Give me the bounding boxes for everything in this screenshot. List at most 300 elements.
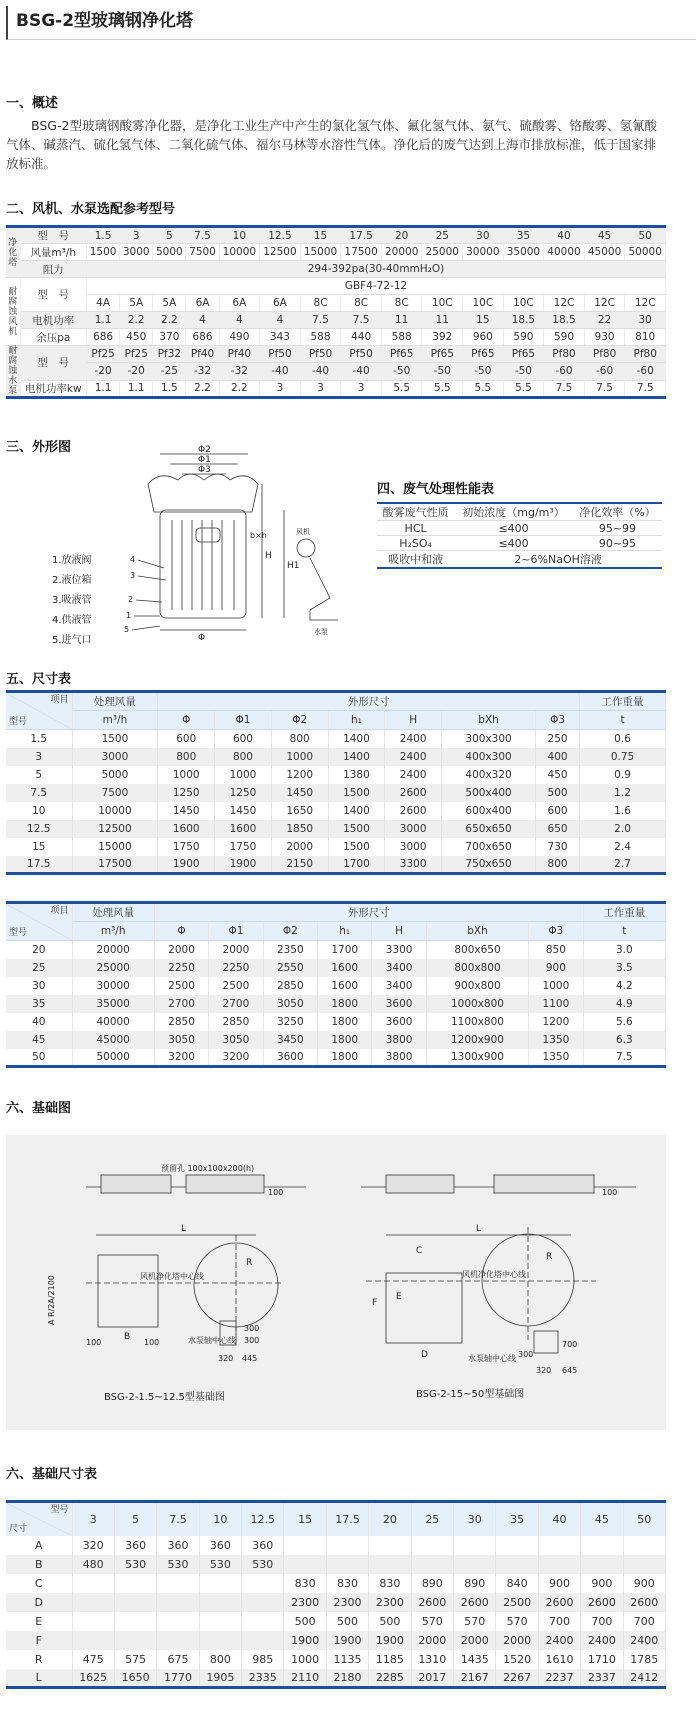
table-cell: 900	[538, 1574, 580, 1593]
table-cell: 30	[625, 312, 666, 329]
perf-cell: ≤400	[454, 521, 573, 536]
table-cell: 800x800	[426, 959, 528, 977]
table-cell: 4	[219, 312, 260, 329]
table-cell: 1500	[72, 730, 158, 748]
table-cell: 6A	[186, 295, 219, 312]
table-cell: -40	[341, 363, 382, 380]
table-row	[6, 1669, 666, 1688]
table-cell: 600	[158, 730, 215, 748]
table-cell: 7.5	[6, 784, 72, 802]
table-cell: 686	[87, 329, 120, 346]
header-cell: 50	[623, 1502, 665, 1536]
table-cell: 12500	[72, 820, 158, 838]
table-cell: 3600	[263, 1049, 317, 1067]
header-cell: 7.5	[157, 1502, 199, 1536]
table-cell: 1520	[496, 1650, 538, 1669]
corner-top: 项目	[50, 906, 69, 916]
table-cell: 1750	[158, 838, 215, 856]
table-cell: 2500	[209, 977, 263, 995]
foundation-size-heading: 六、基础尺寸表	[6, 1467, 98, 1482]
table-cell: 2300	[326, 1593, 368, 1612]
table-cell: Pf50	[260, 346, 301, 363]
header-cell: m³/h	[72, 922, 154, 941]
table-row	[6, 227, 666, 244]
table-row	[6, 711, 666, 730]
table-cell: 0.75	[580, 748, 666, 766]
table-cell: 1100	[529, 995, 583, 1013]
dim-a-left: A R/2A/2100	[47, 1275, 56, 1325]
table-cell: 6.3	[583, 1031, 665, 1049]
dim-300-right: 300	[518, 1350, 534, 1359]
table-cell: 2285	[369, 1669, 411, 1688]
table-cell: 1600	[318, 959, 372, 977]
table-cell: 1250	[215, 784, 272, 802]
table-cell: 2000	[209, 941, 263, 959]
table-cell	[199, 1612, 241, 1631]
table-cell: 8C	[381, 295, 422, 312]
table-cell: Pf50	[341, 346, 382, 363]
perf-cell: H₂SO₄	[377, 536, 454, 551]
table-cell: 800	[536, 856, 580, 874]
table-cell: 960	[463, 329, 504, 346]
table-cell: -32	[219, 363, 260, 380]
table-cell: 1250	[158, 784, 215, 802]
table-cell	[623, 1555, 665, 1574]
header-cell: 10	[199, 1502, 241, 1536]
selection-table	[6, 225, 666, 399]
table-row	[6, 278, 666, 295]
table-cell	[199, 1631, 241, 1650]
dim-320-left: 320	[218, 1354, 234, 1363]
table-cell	[242, 1574, 284, 1593]
table-cell: 1600	[158, 820, 215, 838]
dim-100c-left: 100	[268, 1188, 284, 1197]
table-cell: 6A	[260, 295, 301, 312]
table-row	[6, 692, 666, 711]
table-cell: 2110	[284, 1669, 326, 1688]
table-cell: 5.5	[463, 380, 504, 397]
table-cell: 1800	[318, 1049, 372, 1067]
table-row	[6, 748, 666, 766]
table-cell: 40	[544, 227, 585, 244]
table-cell	[581, 1536, 623, 1555]
table-cell: 17500	[72, 856, 158, 874]
table-cell	[157, 1612, 199, 1631]
table-cell: 1350	[529, 1049, 583, 1067]
table-row	[6, 1013, 666, 1031]
table-cell: 500	[326, 1612, 368, 1631]
row-label: 型 号	[20, 346, 87, 381]
table-cell	[72, 1574, 114, 1593]
table-cell: 1.5	[153, 380, 186, 397]
table-cell: 2400	[623, 1631, 665, 1650]
table-cell: 3000	[120, 244, 153, 261]
table-row	[6, 784, 666, 802]
table-cell: 600	[215, 730, 272, 748]
table-cell: 10000	[219, 244, 260, 261]
table-cell	[284, 1555, 326, 1574]
table-cell: 2300	[284, 1593, 326, 1612]
table-cell: 1900	[158, 856, 215, 874]
table-cell: 15	[463, 312, 504, 329]
table-row	[6, 261, 666, 278]
table-row	[6, 1612, 666, 1631]
table-cell: 25000	[422, 244, 463, 261]
table-cell	[454, 1536, 496, 1555]
table-cell: 1800	[318, 995, 372, 1013]
table-cell: 10	[219, 227, 260, 244]
row-label: 型 号	[20, 278, 87, 312]
table-cell: 1500	[328, 838, 385, 856]
table-cell	[157, 1631, 199, 1650]
table-cell: 700	[581, 1612, 623, 1631]
table-cell: -40	[260, 363, 301, 380]
header-cell: Φ1	[215, 711, 272, 730]
table-cell: 2.2	[120, 312, 153, 329]
table-cell: 3800	[372, 1049, 426, 1067]
table-cell: 3050	[154, 1031, 208, 1049]
table-cell: 4.9	[583, 995, 665, 1013]
table-cell: 1800	[318, 1013, 372, 1031]
table-cell: 3300	[372, 941, 426, 959]
dim-100-left: 100	[86, 1338, 102, 1347]
table-cell: 1100x800	[426, 1013, 528, 1031]
table-cell: 300x300	[442, 730, 536, 748]
table-row	[6, 380, 666, 397]
perf-cell: 90~95	[573, 536, 662, 551]
row-label: 电机功率kw	[20, 380, 87, 397]
table-cell: 750x650	[442, 856, 536, 874]
callout-3: 3	[130, 571, 136, 580]
table-cell: 2300	[369, 1593, 411, 1612]
table-cell: 2550	[263, 959, 317, 977]
table-cell: 343	[260, 329, 301, 346]
table-cell: 360	[157, 1536, 199, 1555]
table-cell: 50	[6, 1049, 72, 1067]
row-label: R	[6, 1650, 72, 1669]
size-table-1	[6, 690, 666, 875]
row-label: C	[6, 1574, 72, 1593]
table-cell: 2000	[454, 1631, 496, 1650]
table-cell: 35000	[72, 995, 154, 1013]
table-cell: 2850	[263, 977, 317, 995]
table-cell: 2412	[623, 1669, 665, 1688]
table-cell: 392	[422, 329, 463, 346]
table-cell: 1135	[326, 1650, 368, 1669]
table-cell: 7.5	[544, 380, 585, 397]
table-cell: 530	[199, 1555, 241, 1574]
table-cell	[199, 1574, 241, 1593]
table-cell: 3000	[72, 748, 158, 766]
table-cell: 1.2	[580, 784, 666, 802]
foundation-drawing	[6, 1135, 666, 1430]
table-cell: 4.2	[583, 977, 665, 995]
table-cell: 900	[581, 1574, 623, 1593]
header-cell: 外形尺寸	[154, 903, 583, 922]
table-cell: 570	[411, 1612, 453, 1631]
table-cell: 5.6	[583, 1013, 665, 1031]
dim-645-right: 645	[562, 1366, 578, 1375]
header-cell: 30	[454, 1502, 496, 1536]
table-cell: 50000	[72, 1049, 154, 1067]
table-cell: 10000	[72, 802, 158, 820]
table-cell: 12.5	[260, 227, 301, 244]
perf-head: 酸雾废气性质	[377, 503, 454, 521]
performance-table	[377, 502, 662, 569]
table-cell: 30000	[72, 977, 154, 995]
table-cell: 12C	[625, 295, 666, 312]
row-label: 风量m³/h	[20, 244, 87, 261]
callout-5: 5	[124, 625, 130, 634]
pump-center-left: 水泵轴中心线	[188, 1336, 236, 1345]
table-row	[6, 959, 666, 977]
table-cell: 7.5	[625, 380, 666, 397]
table-cell: Pf65	[422, 346, 463, 363]
table-cell: 1000	[158, 766, 215, 784]
corner-bottom: 型号	[9, 717, 28, 727]
table-cell: 3	[341, 380, 382, 397]
header-cell: Φ2	[271, 711, 328, 730]
table-cell: 1610	[538, 1650, 580, 1669]
table-cell: 1000	[215, 766, 272, 784]
table-cell: 1000	[284, 1650, 326, 1669]
table-cell: 3050	[263, 995, 317, 1013]
table-cell: 1785	[623, 1650, 665, 1669]
table-cell: 5A	[120, 295, 153, 312]
span-value: GBF4-72-12	[87, 278, 666, 295]
pump-center-right: 水泵轴中心线	[468, 1354, 516, 1363]
table-cell: 2250	[154, 959, 208, 977]
table-cell	[72, 1631, 114, 1650]
table-cell: -50	[381, 363, 422, 380]
table-cell: 3	[260, 380, 301, 397]
dim-c-right: C	[416, 1246, 423, 1256]
table-cell: 3600	[372, 1013, 426, 1031]
table-row	[6, 730, 666, 748]
table-cell: 1900	[369, 1631, 411, 1650]
table-cell	[496, 1555, 538, 1574]
corner-cell	[6, 692, 72, 730]
table-cell: 2600	[385, 802, 442, 820]
caption-left: BSG-2-1.5~12.5型基础图	[104, 1392, 225, 1403]
table-row	[6, 1593, 666, 1612]
table-cell: Pf65	[503, 346, 544, 363]
table-cell: 5000	[153, 244, 186, 261]
dim-100-right: 100	[602, 1188, 618, 1197]
table-cell: 1750	[215, 838, 272, 856]
header-cell: 45	[581, 1502, 623, 1536]
table-cell: 2335	[242, 1669, 284, 1688]
dim-phi3: Φ3	[198, 465, 211, 475]
table-cell: 12.5	[6, 820, 72, 838]
table-cell: 370	[153, 329, 186, 346]
table-cell: 12C	[584, 295, 625, 312]
table-cell: 2850	[154, 1013, 208, 1031]
table-cell: 30000	[463, 244, 504, 261]
header-cell: m³/h	[72, 711, 158, 730]
table-cell	[242, 1612, 284, 1631]
table-cell: 3000	[385, 820, 442, 838]
table-cell: 10	[6, 802, 72, 820]
table-cell	[369, 1555, 411, 1574]
table-cell: 1700	[318, 941, 372, 959]
corner-cell	[6, 903, 72, 941]
table-cell: 500	[369, 1612, 411, 1631]
table-cell: 1650	[271, 802, 328, 820]
table-cell: -60	[625, 363, 666, 380]
side-label: 净化塔	[6, 227, 20, 278]
table-cell: 17.5	[6, 856, 72, 874]
table-cell: 1710	[581, 1650, 623, 1669]
table-cell: 600	[536, 802, 580, 820]
table-cell: 40000	[72, 1013, 154, 1031]
table-cell	[242, 1593, 284, 1612]
dim-l-left: L	[181, 1224, 187, 1234]
table-cell	[454, 1555, 496, 1574]
table-cell: 11	[381, 312, 422, 329]
table-cell: 1700	[328, 856, 385, 874]
table-cell: 2.2	[153, 312, 186, 329]
table-cell: 890	[411, 1574, 453, 1593]
header-cell: 3	[72, 1502, 114, 1536]
table-cell: 800	[158, 748, 215, 766]
table-cell: 35	[6, 995, 72, 1013]
table-cell: 930	[584, 329, 625, 346]
table-cell	[157, 1574, 199, 1593]
table-cell	[496, 1536, 538, 1555]
table-row	[6, 312, 666, 329]
table-cell: 17500	[341, 244, 382, 261]
table-cell	[284, 1536, 326, 1555]
table-cell: Pf80	[544, 346, 585, 363]
table-cell: 500	[536, 784, 580, 802]
table-cell: 3	[120, 227, 153, 244]
table-cell: 11	[422, 312, 463, 329]
table-cell: 730	[536, 838, 580, 856]
table-cell: 1000	[529, 977, 583, 995]
table-cell: 530	[157, 1555, 199, 1574]
table-cell: 3	[300, 380, 341, 397]
table-cell: 2400	[385, 766, 442, 784]
table-row	[6, 363, 666, 380]
table-cell: 5	[153, 227, 186, 244]
table-cell	[114, 1631, 156, 1650]
table-cell: 4A	[87, 295, 120, 312]
table-cell: 830	[284, 1574, 326, 1593]
table-row	[6, 995, 666, 1013]
table-cell: 3200	[209, 1049, 263, 1067]
table-cell: 2350	[263, 941, 317, 959]
fan-center-right: 风机净化塔中心线	[462, 1270, 526, 1279]
table-cell: 2600	[454, 1593, 496, 1612]
dim-l-right: L	[476, 1224, 482, 1234]
table-cell	[114, 1574, 156, 1593]
table-cell: 2000	[496, 1631, 538, 1650]
header-cell: 20	[369, 1502, 411, 1536]
table-cell: 360	[114, 1536, 156, 1555]
overview-text: BSG-2型玻璃钢酸雾净化器，是净化工业生产中产生的氯化氢气体、氟化氢气体、氨气、硫酸雾、铬酸雾、氢氰酸气体、碱蒸汽、硫化氢气体、二氧化硫气体、福尔马林等水溶性气体。净化后的废气达到上海市排放标准，低于国家排放标准。	[6, 118, 657, 171]
table-cell: 50	[625, 227, 666, 244]
row-label: 余压pa	[20, 329, 87, 346]
table-cell: 1.1	[87, 312, 120, 329]
overview-heading: 一、概述	[6, 96, 59, 111]
table-cell: 2500	[154, 977, 208, 995]
table-cell: 686	[186, 329, 219, 346]
table-cell: -50	[422, 363, 463, 380]
table-cell: 1450	[158, 802, 215, 820]
dim-h1: H1	[287, 561, 300, 571]
header-cell: 17.5	[326, 1502, 368, 1536]
table-row	[6, 977, 666, 995]
dim-100b-left: 100	[144, 1338, 160, 1347]
table-cell: Pf32	[153, 346, 186, 363]
table-cell: 2.2	[219, 380, 260, 397]
table-cell	[623, 1536, 665, 1555]
table-cell: Pf40	[219, 346, 260, 363]
table-cell: 1.5	[6, 730, 72, 748]
corner-top: 项目	[50, 695, 69, 705]
row-label: B	[6, 1555, 72, 1574]
table-cell: 3250	[263, 1013, 317, 1031]
table-cell: 1200x900	[426, 1031, 528, 1049]
table-row	[6, 1536, 666, 1555]
legend-item: 5.进气口	[52, 635, 92, 646]
table-row	[6, 244, 666, 261]
table-cell: 25000	[72, 959, 154, 977]
table-cell: 1600	[215, 820, 272, 838]
table-cell: 900	[529, 959, 583, 977]
dim-f-right: F	[372, 1298, 378, 1308]
table-cell: 800x650	[426, 941, 528, 959]
table-cell: 830	[326, 1574, 368, 1593]
header-cell: bXh	[442, 711, 536, 730]
dim-300-left: 300	[244, 1324, 260, 1333]
table-cell: 360	[242, 1536, 284, 1555]
table-cell: 1600	[318, 977, 372, 995]
table-cell: 3.5	[583, 959, 665, 977]
size-table-2	[6, 901, 666, 1068]
table-cell	[242, 1631, 284, 1650]
table-cell: 1310	[411, 1650, 453, 1669]
corner-top: 型号	[50, 1505, 69, 1515]
table-cell: 12C	[544, 295, 585, 312]
table-cell: 2.2	[186, 380, 219, 397]
pump-label: 水泵	[314, 628, 328, 636]
table-cell: 320	[72, 1536, 114, 1555]
table-cell: 840	[496, 1574, 538, 1593]
table-row	[6, 1031, 666, 1049]
table-cell: 1905	[199, 1669, 241, 1688]
table-cell: 2500	[496, 1593, 538, 1612]
table-cell: 450	[120, 329, 153, 346]
dim-phi: Φ	[198, 633, 206, 643]
header-cell: h₁	[318, 922, 372, 941]
table-cell: 6A	[219, 295, 260, 312]
table-cell: 5.5	[503, 380, 544, 397]
table-row	[6, 856, 666, 874]
table-cell: 1800	[318, 1031, 372, 1049]
table-cell: 5A	[153, 295, 186, 312]
side-label: 耐腐蚀水泵	[6, 346, 20, 398]
header-cell: 外形尺寸	[158, 692, 580, 711]
table-cell: 1500	[328, 784, 385, 802]
corner-cell	[6, 1502, 72, 1536]
table-cell: 1625	[72, 1669, 114, 1688]
table-cell: 7.5	[584, 380, 625, 397]
table-cell	[411, 1536, 453, 1555]
table-cell	[581, 1555, 623, 1574]
table-cell: 2000	[271, 838, 328, 856]
